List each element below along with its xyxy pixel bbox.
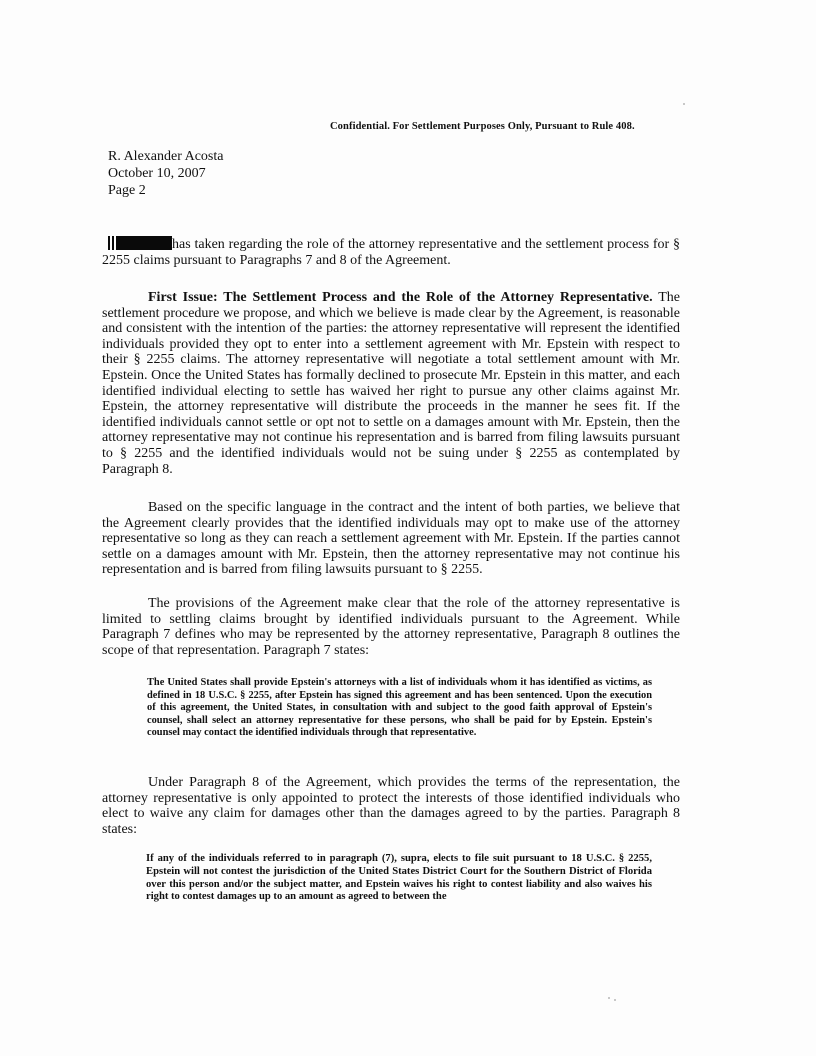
paragraph-8-quote: If any of the individuals referred to in paragraph (7), supra, elects to file suit pursuant to 18 U.S.C. § 2255, Epstein will not contest the jurisdiction of the United States District Court for the Southern District of Florida over this person and/or the subject matter, and Epstein waives his right to contest liability and also waives his right to contest damages up to an amount as agreed to between the	[146, 853, 652, 903]
provisions-paragraph: The provisions of the Agreement make clear that the role of the attorney representative is limited to settling claims brought by identified individuals pursuant to the Agreement. While Paragraph 7 defines who may be represented by the attorney representative, Paragraph 8 outlines the scope of that representation. Paragraph 7 states:	[102, 596, 680, 658]
specific-language-paragraph: Based on the specific language in the contract and the intent of both parties, we believe that the Agreement clearly provides that the identified individuals may opt to make use of the attorney representative so long as they can reach a settlement agreement with Mr. Epstein. If the parties cannot settle on a damages amount with Mr. Epstein, then the attorney representative may not continue his representation and is barred from filing lawsuits pursuant to § 2255.	[102, 500, 680, 578]
scan-speck	[683, 103, 685, 105]
recipient-name: R. Alexander Acosta	[108, 149, 224, 164]
paragraph-7-quote: The United States shall provide Epstein's attorneys with a list of individuals whom it has identified as victims, as defined in 18 U.S.C. § 2255, after Epstein has signed this agreement and has been sentenced. Upon the execution of this agreement, the United States, in consultation with and subject to the good faith approval of Epstein's counsel, shall select an attorney representative for these persons, who shall be paid for by Epstein. Epstein's counsel may contact the identified individuals through that representative.	[147, 677, 652, 739]
confidential-notice: Confidential. For Settlement Purposes Only, Pursuant to Rule 408.	[330, 121, 635, 132]
page-number: Page 2	[108, 183, 146, 198]
first-issue-paragraph	[102, 290, 680, 477]
intro-text: has taken regarding the role of the attorney representative and the settlement process for § 2255 claims pursuant to Paragraphs 7 and 8 of the Agreement.	[102, 237, 680, 268]
first-issue-body: The settlement procedure we propose, and which we believe is made clear by the Agreement, is reasonable and consistent with the intention of the parties: the attorney representative will represent the identified individuals provided they opt to enter into a settlement agreement with Mr. Epstein with respect to their § 2255 claims. The attorney representative will negotiate a total settlement amount with Mr. Epstein. Once the United States has formally declined to prosecute Mr. Epstein in this matter, and each identified individual electing to settle has waived her right to pursue any other claims against Mr. Epstein, the attorney representative will distribute the proceeds in the manner he sees fit. If the identified individuals cannot settle or opt not to settle on a damages amount with Mr. Epstein, then the attorney representative may not continue his representation and is barred from filing lawsuits pursuant to § 2255 and the identified individuals would not be suing under § 2255 as contemplated by Paragraph 8.	[102, 290, 680, 477]
first-issue-heading: First Issue: The Settlement Process and the Role of the Attorney Representative.	[148, 290, 653, 305]
redaction-block	[116, 236, 172, 250]
intro-paragraph	[102, 236, 680, 268]
under-paragraph-8: Under Paragraph 8 of the Agreement, which provides the terms of the representation, the attorney representative is only appointed to protect the interests of those identified individuals who elect to waive any claim for damages other than the damages agreed to by the parties. Paragraph 8 states:	[102, 775, 680, 837]
letter-header	[108, 148, 223, 199]
scan-speck	[614, 999, 616, 1001]
letter-date: October 10, 2007	[108, 166, 206, 181]
scan-speck	[608, 997, 610, 999]
